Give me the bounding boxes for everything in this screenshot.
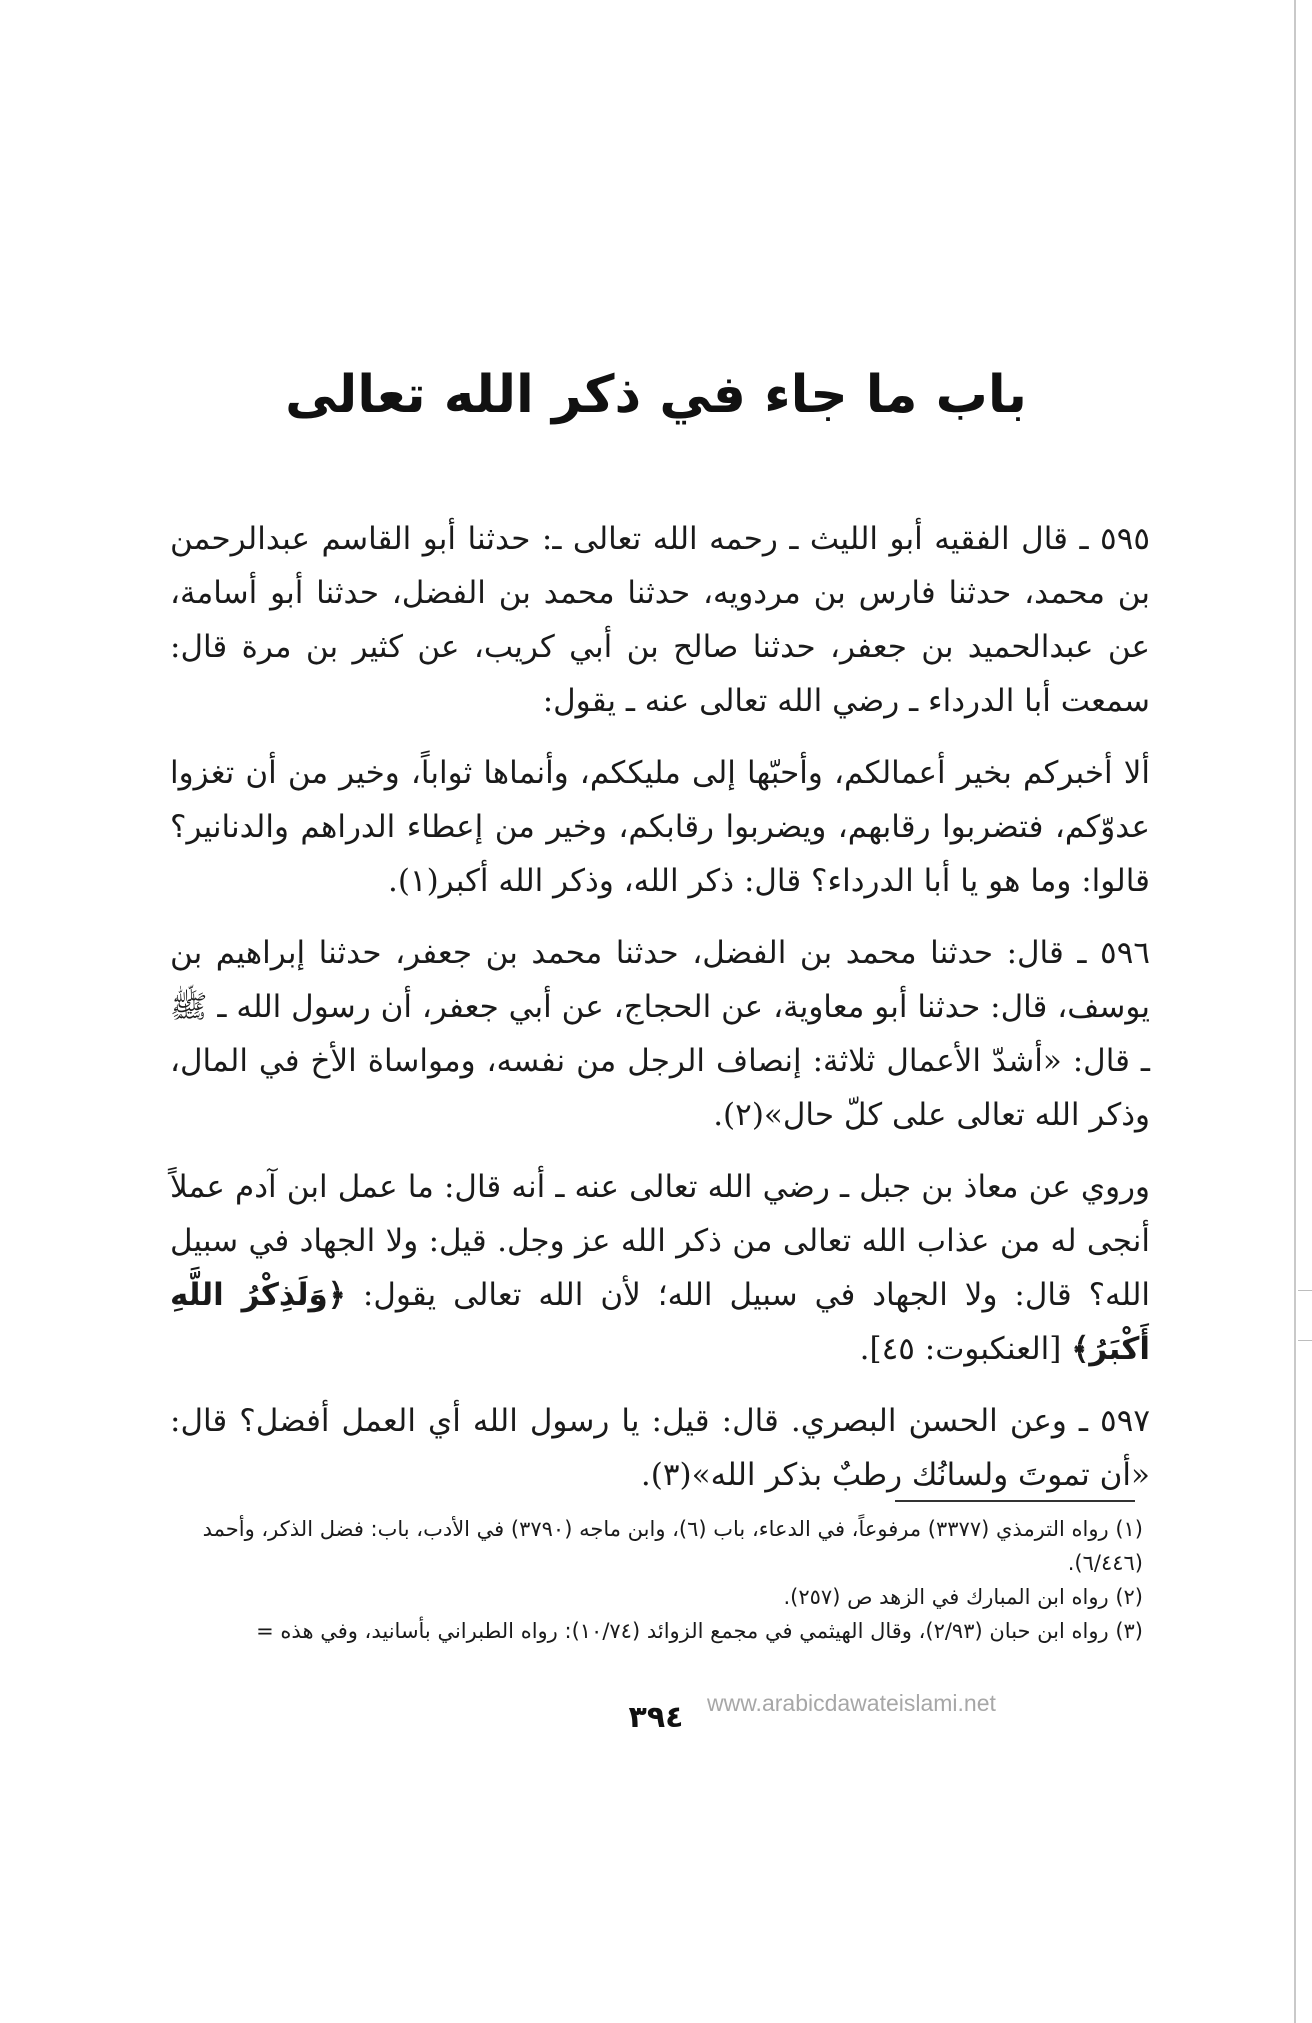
watermark-url: www.arabicdawateislami.net [707, 1690, 996, 1716]
paragraph-muadh [170, 1160, 1150, 1376]
muadh-text: وروي عن معاذ بن جبل ـ رضي الله تعالى عنه ـ أنه قال: ما عمل ابن آدم عملاً أنجى له من عذاب الله تعالى من ذكر الله عز وجل. قيل: ولا الجهاد في سبيل الله؟ قال: ولا الجهاد في سبيل الله؛ لأن الله تعالى يقول: [170, 1169, 1150, 1313]
paragraph-597: ٥٩٧ ـ وعن الحسن البصري. قال: قيل: يا رسول الله أي العمل أفضل؟ قال: «أن تموتَ ولسانُك رطبٌ بذكر الله»(٣). [170, 1403, 1150, 1493]
main-text [170, 512, 1150, 1520]
footnote-3: (٣) رواه ابن حبان (٢/٩٣)، وقال الهيثمي في مجمع الزوائد (١٠/٧٤): رواه الطبراني بأسانيد، وفي هذه = [256, 1619, 1143, 1643]
page-number: ٣٩٤ [628, 1700, 684, 1735]
footnote-separator [895, 1500, 1135, 1502]
paragraph-quote-abu-darda: ألا أخبركم بخير أعمالكم، وأحبّها إلى مليككم، وأنماها ثواباً، وخير من أن تغزوا عدوّكم، فتضربوا رقابهم، ويضربوا رقابكم، وخير من إعطاء الدراهم والدنانير؟ قالوا: وما هو يا أبا الدرداء؟ قال: ذكر الله، وذكر الله أكبر(١). [170, 755, 1150, 899]
surah-reference: [العنكبوت: ٤٥]. [859, 1331, 1062, 1367]
footnotes [158, 1512, 1143, 1648]
quran-verse: ﴿وَلَذِكْرُ اللَّهِ أَكْبَرُ﴾ [170, 1277, 1150, 1367]
edge-tick [1298, 1290, 1312, 1291]
footnote-2: (٢) رواه ابن المبارك في الزهد ص (٢٥٧). [783, 1585, 1143, 1609]
paragraph-596: ٥٩٦ ـ قال: حدثنا محمد بن الفضل، حدثنا محمد بن جعفر، حدثنا إبراهيم بن يوسف، قال: حدثنا أبو معاوية، عن الحجاج، عن أبي جعفر، أن رسول الله ـ ﷺ ـ قال: «أشدّ الأعمال ثلاثة: إنصاف الرجل من نفسه، ومواساة الأخ في المال، وذكر الله تعالى على كلّ حال»(٢). [170, 935, 1150, 1133]
paragraph-595: ٥٩٥ ـ قال الفقيه أبو الليث ـ رحمه الله تعالى ـ: حدثنا أبو القاسم عبدالرحمن بن محمد، حدثنا فارس بن مردويه، حدثنا محمد بن الفضل، حدثنا أبو أسامة، عن عبدالحميد بن جعفر، حدثنا صالح بن أبي كريب، عن كثير بن مرة قال: سمعت أبا الدرداء ـ رضي الله تعالى عنه ـ يقول: [170, 521, 1150, 719]
edge-tick [1298, 1340, 1312, 1341]
chapter-title: باب ما جاء في ذكر الله تعالى [285, 364, 1027, 425]
footnote-1: (١) رواه الترمذي (٣٣٧٧) مرفوعاً، في الدعاء، باب (٦)، وابن ماجه (٣٧٩٠) في الأدب، باب: فضل الذكر، وأحمد (٦/٤٤٦). [202, 1517, 1143, 1575]
